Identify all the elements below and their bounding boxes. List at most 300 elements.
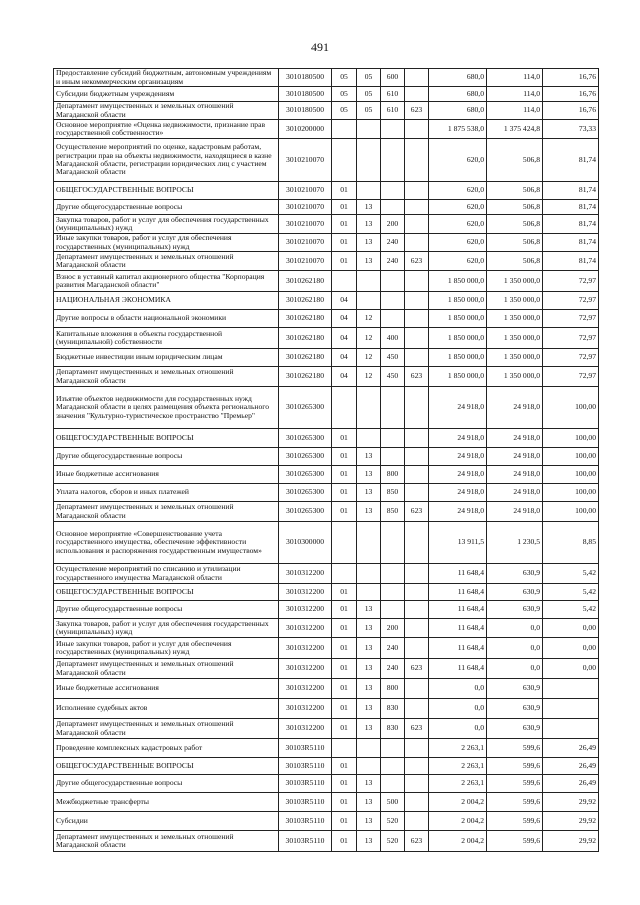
row-code: 3010210070 (279, 200, 332, 215)
table-row (54, 310, 599, 328)
row-subsection: 13 (357, 252, 381, 271)
row-name: Департамент имущественных и земельных отношений Магаданской области (54, 831, 279, 852)
row-executed: 1 375 424,8 (487, 120, 543, 139)
row-expense-type: 240 (381, 638, 405, 659)
row-code: 3010265300 (279, 484, 332, 502)
row-executed: 599,6 (487, 793, 543, 812)
row-executed: 1 350 000,0 (487, 367, 543, 387)
row-code: 3010210070 (279, 139, 332, 182)
row-name: Другие общегосударственные вопросы (54, 448, 279, 466)
row-grbs (405, 679, 429, 699)
row-executed: 1 350 000,0 (487, 349, 543, 367)
budget-table (53, 68, 599, 852)
row-executed: 24 918,0 (487, 448, 543, 466)
row-section (332, 564, 357, 584)
row-code: 3010312200 (279, 659, 332, 679)
row-grbs (405, 699, 429, 719)
table-row (54, 448, 599, 466)
row-subsection: 12 (357, 310, 381, 328)
row-expense-type: 850 (381, 484, 405, 502)
row-plan: 1 850 000,0 (429, 310, 487, 328)
row-percent: 0,00 (543, 619, 599, 638)
row-plan: 11 648,4 (429, 619, 487, 638)
row-subsection (357, 758, 381, 775)
row-percent: 81,74 (543, 182, 599, 200)
row-expense-type: 520 (381, 831, 405, 852)
row-plan: 24 918,0 (429, 448, 487, 466)
row-grbs (405, 349, 429, 367)
table-row (54, 367, 599, 387)
row-percent: 81,74 (543, 139, 599, 182)
row-percent: 5,42 (543, 601, 599, 619)
table-row (54, 502, 599, 522)
row-expense-type: 800 (381, 466, 405, 484)
row-expense-type: 240 (381, 659, 405, 679)
row-executed: 1 350 000,0 (487, 292, 543, 310)
row-percent: 0,00 (543, 638, 599, 659)
row-executed: 599,6 (487, 775, 543, 793)
row-expense-type: 450 (381, 349, 405, 367)
row-expense-type (381, 564, 405, 584)
row-executed: 506,8 (487, 182, 543, 200)
row-name: Департамент имущественных и земельных отношений Магаданской области (54, 102, 279, 120)
row-code: 3010265300 (279, 502, 332, 522)
row-name: Департамент имущественных и земельных отношений Магаданской области (54, 367, 279, 387)
row-percent: 5,42 (543, 564, 599, 584)
row-percent: 5,42 (543, 584, 599, 601)
row-plan: 24 918,0 (429, 387, 487, 429)
row-plan: 11 648,4 (429, 659, 487, 679)
row-code: 3010262180 (279, 292, 332, 310)
row-percent (543, 699, 599, 719)
row-code: 3010265300 (279, 387, 332, 429)
table-row (54, 271, 599, 292)
row-plan: 11 648,4 (429, 638, 487, 659)
table-row (54, 775, 599, 793)
row-expense-type (381, 182, 405, 200)
row-plan: 680,0 (429, 69, 487, 87)
table-row (54, 87, 599, 102)
row-section: 01 (332, 448, 357, 466)
row-section: 01 (332, 429, 357, 448)
row-grbs (405, 215, 429, 234)
row-code: 30103R5110 (279, 831, 332, 852)
table-row (54, 659, 599, 679)
row-grbs (405, 182, 429, 200)
row-plan: 2 263,1 (429, 739, 487, 758)
row-expense-type: 520 (381, 812, 405, 831)
row-executed: 114,0 (487, 69, 543, 87)
row-percent: 100,00 (543, 448, 599, 466)
row-subsection: 05 (357, 102, 381, 120)
row-grbs (405, 328, 429, 349)
table-row (54, 564, 599, 584)
row-plan: 1 850 000,0 (429, 328, 487, 349)
row-code: 30103R5110 (279, 812, 332, 831)
row-name: Иные бюджетные ассигнования (54, 679, 279, 699)
row-executed: 24 918,0 (487, 502, 543, 522)
row-subsection: 05 (357, 69, 381, 87)
row-name: Проведение комплексных кадастровых работ (54, 739, 279, 758)
row-subsection: 12 (357, 367, 381, 387)
row-code: 3010312200 (279, 564, 332, 584)
row-percent: 8,85 (543, 522, 599, 564)
row-expense-type (381, 448, 405, 466)
row-executed: 24 918,0 (487, 387, 543, 429)
table-row (54, 522, 599, 564)
row-grbs (405, 812, 429, 831)
row-plan: 0,0 (429, 719, 487, 739)
row-expense-type (381, 601, 405, 619)
table-row (54, 328, 599, 349)
row-executed: 506,8 (487, 252, 543, 271)
row-code: 30103R5110 (279, 758, 332, 775)
row-subsection (357, 387, 381, 429)
row-code: 3010180500 (279, 69, 332, 87)
row-section: 05 (332, 87, 357, 102)
row-code: 3010262180 (279, 328, 332, 349)
row-section: 05 (332, 102, 357, 120)
row-plan: 24 918,0 (429, 502, 487, 522)
row-grbs: 623 (405, 719, 429, 739)
row-executed: 599,6 (487, 812, 543, 831)
row-percent: 72,97 (543, 310, 599, 328)
row-executed: 630,9 (487, 584, 543, 601)
row-subsection (357, 584, 381, 601)
row-section (332, 387, 357, 429)
row-plan: 620,0 (429, 234, 487, 252)
row-percent: 29,92 (543, 793, 599, 812)
row-name: Иные закупки товаров, работ и услуг для обеспечения государственных (муниципальных) нужд (54, 638, 279, 659)
row-expense-type: 850 (381, 502, 405, 522)
row-code: 30103R5110 (279, 775, 332, 793)
row-grbs (405, 584, 429, 601)
row-section: 01 (332, 182, 357, 200)
row-grbs (405, 310, 429, 328)
row-code: 3010312200 (279, 719, 332, 739)
table-row (54, 619, 599, 638)
row-executed: 0,0 (487, 638, 543, 659)
row-section: 04 (332, 349, 357, 367)
row-executed: 506,8 (487, 139, 543, 182)
row-percent: 81,74 (543, 200, 599, 215)
row-percent: 0,00 (543, 659, 599, 679)
row-expense-type (381, 120, 405, 139)
row-plan: 680,0 (429, 102, 487, 120)
row-expense-type: 240 (381, 252, 405, 271)
row-grbs: 623 (405, 502, 429, 522)
table-row (54, 387, 599, 429)
row-section: 04 (332, 310, 357, 328)
row-plan: 1 850 000,0 (429, 349, 487, 367)
row-code: 30103R5110 (279, 793, 332, 812)
row-name: Департамент имущественных и земельных отношений Магаданской области (54, 252, 279, 271)
row-section: 01 (332, 619, 357, 638)
table-row (54, 584, 599, 601)
row-expense-type: 800 (381, 679, 405, 699)
row-expense-type: 400 (381, 328, 405, 349)
row-plan: 11 648,4 (429, 564, 487, 584)
row-subsection (357, 429, 381, 448)
row-plan: 11 648,4 (429, 601, 487, 619)
row-percent: 72,97 (543, 349, 599, 367)
row-grbs (405, 448, 429, 466)
row-code: 3010300000 (279, 522, 332, 564)
row-code: 3010262180 (279, 367, 332, 387)
row-executed: 1 350 000,0 (487, 271, 543, 292)
row-name: Другие вопросы в области национальной экономики (54, 310, 279, 328)
row-plan: 13 911,5 (429, 522, 487, 564)
row-subsection (357, 564, 381, 584)
row-grbs (405, 120, 429, 139)
row-name: Предоставление субсидий бюджетным, автономным учреждениям и иным некоммерческим организациям (54, 69, 279, 87)
row-executed: 506,8 (487, 215, 543, 234)
row-section: 01 (332, 679, 357, 699)
table-row (54, 102, 599, 120)
row-executed: 630,9 (487, 699, 543, 719)
row-expense-type: 830 (381, 699, 405, 719)
row-code: 3010265300 (279, 466, 332, 484)
row-name: НАЦИОНАЛЬНАЯ ЭКОНОМИКА (54, 292, 279, 310)
row-executed: 630,9 (487, 679, 543, 699)
row-name: Другие общегосударственные вопросы (54, 601, 279, 619)
row-code: 3010312200 (279, 699, 332, 719)
row-name: Основное мероприятие «Оценка недвижимости, признание прав государственной собственности» (54, 120, 279, 139)
row-name: Департамент имущественных и земельных отношений Магаданской области (54, 659, 279, 679)
table-row (54, 69, 599, 87)
row-subsection: 13 (357, 679, 381, 699)
row-plan: 620,0 (429, 252, 487, 271)
row-name: Субсидии бюджетным учреждениям (54, 87, 279, 102)
row-executed: 0,0 (487, 659, 543, 679)
table-row (54, 679, 599, 699)
row-section (332, 139, 357, 182)
page-number: 491 (311, 40, 329, 54)
table-row (54, 349, 599, 367)
row-grbs (405, 466, 429, 484)
row-name: Департамент имущественных и земельных отношений Магаданской области (54, 502, 279, 522)
row-plan: 1 850 000,0 (429, 292, 487, 310)
table-row (54, 638, 599, 659)
row-name: ОБЩЕГОСУДАРСТВЕННЫЕ ВОПРОСЫ (54, 758, 279, 775)
row-percent: 72,97 (543, 328, 599, 349)
row-plan: 24 918,0 (429, 484, 487, 502)
row-section (332, 522, 357, 564)
row-plan: 620,0 (429, 182, 487, 200)
table-row (54, 292, 599, 310)
row-percent: 73,33 (543, 120, 599, 139)
row-grbs (405, 484, 429, 502)
row-expense-type (381, 758, 405, 775)
row-plan: 680,0 (429, 87, 487, 102)
row-grbs (405, 387, 429, 429)
row-name: Иные закупки товаров, работ и услуг для обеспечения государственных (муниципальных) нужд (54, 234, 279, 252)
row-subsection: 13 (357, 793, 381, 812)
row-code: 30103R5110 (279, 739, 332, 758)
row-code: 3010180500 (279, 102, 332, 120)
row-percent: 100,00 (543, 429, 599, 448)
row-percent (543, 679, 599, 699)
row-plan: 2 263,1 (429, 758, 487, 775)
row-name: ОБЩЕГОСУДАРСТВЕННЫЕ ВОПРОСЫ (54, 182, 279, 200)
row-section: 01 (332, 484, 357, 502)
table-row (54, 758, 599, 775)
row-subsection: 13 (357, 812, 381, 831)
row-code: 3010265300 (279, 448, 332, 466)
row-grbs (405, 619, 429, 638)
table-row (54, 466, 599, 484)
row-percent: 29,92 (543, 831, 599, 852)
row-code: 3010312200 (279, 679, 332, 699)
row-plan: 11 648,4 (429, 584, 487, 601)
row-percent: 16,76 (543, 69, 599, 87)
row-section: 01 (332, 502, 357, 522)
row-grbs: 623 (405, 102, 429, 120)
row-section: 01 (332, 699, 357, 719)
row-name: Межбюджетные трансферты (54, 793, 279, 812)
row-code: 3010312200 (279, 638, 332, 659)
row-expense-type: 500 (381, 793, 405, 812)
row-percent: 100,00 (543, 466, 599, 484)
row-subsection: 13 (357, 200, 381, 215)
row-subsection: 12 (357, 328, 381, 349)
row-percent: 16,76 (543, 87, 599, 102)
row-section: 01 (332, 659, 357, 679)
row-subsection: 13 (357, 502, 381, 522)
row-name: Изъятие объектов недвижимости для государственных нужд Магаданской области в целях размещения объекта регионального значения "Культурно-туристическое пространство "Премьер" (54, 387, 279, 429)
row-subsection: 13 (357, 719, 381, 739)
table-row (54, 719, 599, 739)
row-grbs (405, 522, 429, 564)
row-percent: 72,97 (543, 271, 599, 292)
table-row (54, 234, 599, 252)
row-grbs (405, 758, 429, 775)
row-grbs (405, 564, 429, 584)
row-plan: 2 004,2 (429, 812, 487, 831)
row-executed: 114,0 (487, 102, 543, 120)
row-percent: 100,00 (543, 502, 599, 522)
row-executed: 0,0 (487, 619, 543, 638)
row-plan: 620,0 (429, 200, 487, 215)
row-name: Департамент имущественных и земельных отношений Магаданской области (54, 719, 279, 739)
row-grbs (405, 271, 429, 292)
row-grbs (405, 638, 429, 659)
row-subsection: 13 (357, 234, 381, 252)
row-executed: 114,0 (487, 87, 543, 102)
row-section: 01 (332, 234, 357, 252)
row-name: Уплата налогов, сборов и иных платежей (54, 484, 279, 502)
row-plan: 0,0 (429, 699, 487, 719)
row-executed: 630,9 (487, 601, 543, 619)
row-expense-type (381, 584, 405, 601)
row-section: 01 (332, 466, 357, 484)
row-plan: 24 918,0 (429, 429, 487, 448)
row-expense-type (381, 522, 405, 564)
row-grbs (405, 739, 429, 758)
table-row (54, 429, 599, 448)
row-name: ОБЩЕГОСУДАРСТВЕННЫЕ ВОПРОСЫ (54, 584, 279, 601)
row-plan: 620,0 (429, 139, 487, 182)
row-subsection (357, 139, 381, 182)
row-grbs (405, 775, 429, 793)
table-body (54, 69, 599, 852)
row-name: Другие общегосударственные вопросы (54, 775, 279, 793)
table-row (54, 139, 599, 182)
row-subsection: 13 (357, 638, 381, 659)
row-code: 3010262180 (279, 271, 332, 292)
table-row (54, 484, 599, 502)
row-subsection (357, 522, 381, 564)
row-grbs (405, 601, 429, 619)
row-percent: 81,74 (543, 215, 599, 234)
row-plan: 1 850 000,0 (429, 271, 487, 292)
row-grbs (405, 87, 429, 102)
row-subsection (357, 271, 381, 292)
row-subsection: 13 (357, 659, 381, 679)
row-expense-type (381, 387, 405, 429)
row-section: 04 (332, 292, 357, 310)
row-executed: 630,9 (487, 719, 543, 739)
table-row (54, 831, 599, 852)
row-name: Исполнение судебных актов (54, 699, 279, 719)
row-plan: 2 004,2 (429, 831, 487, 852)
row-plan: 24 918,0 (429, 466, 487, 484)
row-name: Осуществление мероприятий по оценке, кадастровым работам, регистрации прав на объекты недвижимости, находящиеся в казне Магаданской области, регистрации юридических лиц с участием Магаданской области (54, 139, 279, 182)
row-executed: 599,6 (487, 758, 543, 775)
row-plan: 2 263,1 (429, 775, 487, 793)
row-section (332, 120, 357, 139)
row-grbs (405, 200, 429, 215)
row-expense-type: 600 (381, 69, 405, 87)
row-plan: 2 004,2 (429, 793, 487, 812)
row-executed: 24 918,0 (487, 429, 543, 448)
row-section: 01 (332, 758, 357, 775)
row-executed: 24 918,0 (487, 466, 543, 484)
row-code: 3010200000 (279, 120, 332, 139)
row-percent: 29,92 (543, 812, 599, 831)
row-section: 01 (332, 252, 357, 271)
row-code: 3010265300 (279, 429, 332, 448)
row-code: 3010312200 (279, 619, 332, 638)
row-expense-type (381, 775, 405, 793)
row-grbs (405, 292, 429, 310)
row-percent: 100,00 (543, 484, 599, 502)
row-name: Иные бюджетные ассигнования (54, 466, 279, 484)
row-grbs (405, 69, 429, 87)
row-grbs: 623 (405, 252, 429, 271)
row-executed: 506,8 (487, 200, 543, 215)
row-section: 01 (332, 215, 357, 234)
row-expense-type: 610 (381, 102, 405, 120)
table-row (54, 601, 599, 619)
table-row (54, 182, 599, 200)
row-plan: 0,0 (429, 679, 487, 699)
row-expense-type (381, 429, 405, 448)
row-expense-type (381, 310, 405, 328)
row-grbs (405, 234, 429, 252)
row-code: 3010210070 (279, 182, 332, 200)
row-grbs: 623 (405, 659, 429, 679)
row-subsection: 13 (357, 619, 381, 638)
row-percent: 72,97 (543, 367, 599, 387)
row-subsection (357, 292, 381, 310)
row-executed: 1 230,5 (487, 522, 543, 564)
row-section: 01 (332, 719, 357, 739)
row-section: 01 (332, 584, 357, 601)
row-section: 04 (332, 367, 357, 387)
row-percent: 26,49 (543, 775, 599, 793)
row-section (332, 271, 357, 292)
